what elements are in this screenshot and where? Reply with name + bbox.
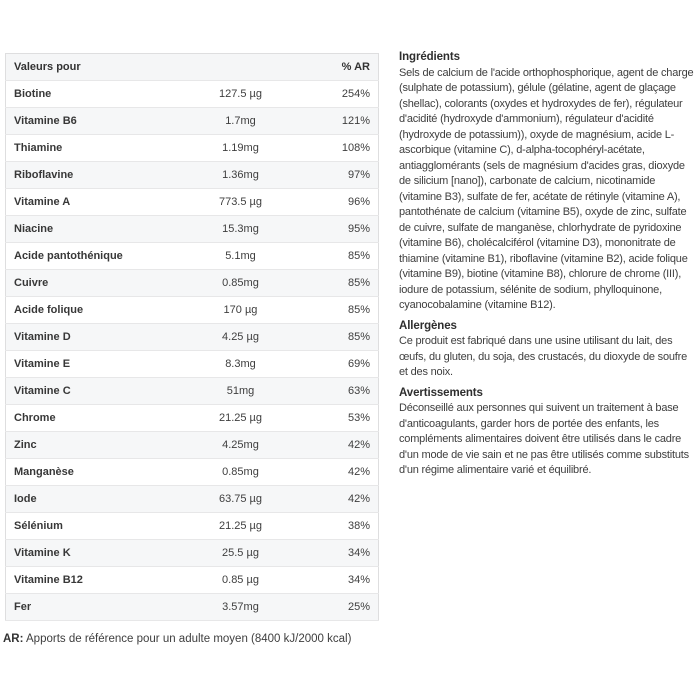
nutrient-amount: 21.25 µg: [177, 513, 304, 540]
nutrient-name: Sélénium: [6, 513, 178, 540]
nutrient-name: Acide folique: [6, 297, 178, 324]
nutrient-percent: 63%: [304, 378, 379, 405]
reference-intake-note-text: Apports de référence pour un adulte moyen (8400 kJ/2000 kcal): [23, 633, 352, 645]
nutrient-name: Cuivre: [6, 270, 178, 297]
table-row: [6, 243, 379, 270]
nutrient-percent: 42%: [304, 432, 379, 459]
nutrient-name: Thiamine: [6, 135, 178, 162]
nutrient-amount: 3.57mg: [177, 594, 304, 621]
nutrient-amount: 1.36mg: [177, 162, 304, 189]
nutrient-name: Niacine: [6, 216, 178, 243]
nutrient-percent: 108%: [304, 135, 379, 162]
nutrient-name: Vitamine K: [6, 540, 178, 567]
nutrient-percent: 96%: [304, 189, 379, 216]
nutrient-percent: 69%: [304, 351, 379, 378]
nutrient-amount: 1.7mg: [177, 108, 304, 135]
nutrient-name: Zinc: [6, 432, 178, 459]
nutrient-percent: 85%: [304, 297, 379, 324]
table-header-row: [6, 54, 379, 81]
column-header-values: Valeurs pour: [6, 54, 178, 81]
nutrient-percent: 34%: [304, 540, 379, 567]
nutrient-percent: 85%: [304, 324, 379, 351]
table-row: [6, 405, 379, 432]
table-row: [6, 81, 379, 108]
table-row: [6, 459, 379, 486]
table-row: [6, 540, 379, 567]
table-row: [6, 324, 379, 351]
nutrient-amount: 1.19mg: [177, 135, 304, 162]
nutrient-amount: 0.85mg: [177, 459, 304, 486]
table-row: [6, 162, 379, 189]
nutrient-amount: 0.85mg: [177, 270, 304, 297]
reference-intake-note-label: AR:: [3, 633, 24, 645]
nutrient-name: Vitamine B6: [6, 108, 178, 135]
table-row: [6, 270, 379, 297]
nutrient-name: Vitamine D: [6, 324, 178, 351]
nutrient-amount: 127.5 µg: [177, 81, 304, 108]
nutrient-percent: 97%: [304, 162, 379, 189]
nutrient-percent: 34%: [304, 567, 379, 594]
nutrient-percent: 85%: [304, 270, 379, 297]
nutrient-amount: 15.3mg: [177, 216, 304, 243]
table-row: [6, 513, 379, 540]
table-row: [6, 108, 379, 135]
product-info-column: [399, 50, 698, 484]
nutrient-percent: 25%: [304, 594, 379, 621]
nutrient-percent: 53%: [304, 405, 379, 432]
nutrient-percent: 42%: [304, 486, 379, 513]
nutrient-amount: 8.3mg: [177, 351, 304, 378]
allergens-title: Allergènes: [399, 319, 457, 332]
nutrient-percent: 85%: [304, 243, 379, 270]
reference-intake-note: [3, 632, 423, 647]
table-row: [6, 216, 379, 243]
table-row: [6, 432, 379, 459]
nutrient-name: Iode: [6, 486, 178, 513]
nutrient-amount: 51mg: [177, 378, 304, 405]
nutrient-percent: 95%: [304, 216, 379, 243]
nutrient-name: Vitamine E: [6, 351, 178, 378]
nutrient-amount: 25.5 µg: [177, 540, 304, 567]
nutrient-amount: 170 µg: [177, 297, 304, 324]
ingredients-title: Ingrédients: [399, 51, 460, 63]
table-row: [6, 567, 379, 594]
table-row: [6, 594, 379, 621]
nutrient-name: Riboflavine: [6, 162, 178, 189]
nutrient-name: Manganèse: [6, 459, 178, 486]
table-row: [6, 378, 379, 405]
nutrition-table: [5, 53, 379, 621]
nutrient-name: Vitamine C: [6, 378, 178, 405]
nutrient-percent: 121%: [304, 108, 379, 135]
nutrient-name: Vitamine A: [6, 189, 178, 216]
table-row: [6, 135, 379, 162]
table-row: [6, 351, 379, 378]
nutrient-amount: 5.1mg: [177, 243, 304, 270]
warnings-body: Déconseillé aux personnes qui suivent un traitement à base d'anticoagulants, garder hors de portée des enfants, les compléments alimentaires doivent être utilisés dans le cadre d'un mode de vie sain et ne pas être utilisés comme substituts d'un régime alimentaire varié et équilibré.: [399, 402, 689, 476]
nutrient-amount: 4.25 µg: [177, 324, 304, 351]
nutrient-name: Chrome: [6, 405, 178, 432]
nutrient-name: Fer: [6, 594, 178, 621]
nutrient-amount: 4.25mg: [177, 432, 304, 459]
nutrient-name: Biotine: [6, 81, 178, 108]
nutrient-amount: 0.85 µg: [177, 567, 304, 594]
column-header-amount-blank: [177, 54, 304, 81]
nutrient-amount: 63.75 µg: [177, 486, 304, 513]
allergens-body: Ce produit est fabriqué dans une usine utilisant du lait, des œufs, du gluten, du soja, des crustacés, du dioxyde de soufre et des noix.: [399, 335, 688, 378]
table-row: [6, 189, 379, 216]
nutrient-name: Vitamine B12: [6, 567, 178, 594]
nutrition-facts-panel: [5, 53, 379, 621]
nutrient-amount: 21.25 µg: [177, 405, 304, 432]
warnings-title: Avertissements: [399, 386, 483, 399]
nutrient-name: Acide pantothénique: [6, 243, 178, 270]
nutrient-percent: 254%: [304, 81, 379, 108]
table-row: [6, 486, 379, 513]
table-row: [6, 297, 379, 324]
ingredients-body: Sels de calcium de l'acide orthophosphorique, agent de charge (sulphate de potassium), gélule (gélatine, agent de glaçage (shellac), colorants (oxydes et hydroxydes de fer), régulateur d'acidité (hydroxyde d'ammonium), régulateur d'acidité (hydroxyde de potassium)), oxyde de magnésium, acide L-ascorbique (vitamine C), d-alpha-tocophéryl-acétate, antiagglomérants (sels de magnésium d'acides gras, dioxyde de silicium [nano]), carbonate de calcium, nicotinamide (vitamine B3), sulfate de fer, acétate de rétinyle (vitamine A), pantothénate de calcium (vitamine B5), oxyde de zinc, sulfate de cuivre, sulfate de manganèse, chlorhydrate de pyridoxine (vitamine B6), cholécalciférol (vitamine D3), mononitrate de thiamine (vitamine B1), riboflavine (vitamine B2), acide folique (vitamine B9), biotine (vitamine B8), chlorure de chrome (III), iodure de potassium, sélénite de sodium, phylloquinone, cyanocobalamine (vitamine B12).: [399, 66, 694, 311]
column-header-percent-ar: % AR: [304, 54, 379, 81]
nutrient-percent: 38%: [304, 513, 379, 540]
nutrient-percent: 42%: [304, 459, 379, 486]
nutrient-amount: 773.5 µg: [177, 189, 304, 216]
